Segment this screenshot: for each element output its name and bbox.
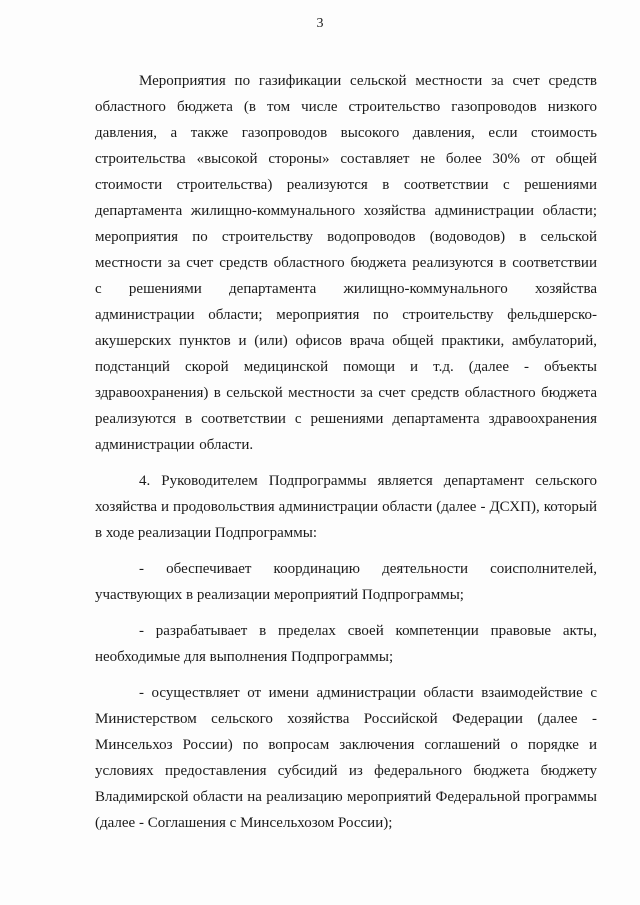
document-body — [95, 68, 597, 836]
page-number: 3 — [316, 16, 324, 31]
paragraph-gasification: Мероприятия по газификации сельской местности за счет средств областного бюджета (в том числе строительство газопроводов низкого давления, а также газопроводов высокого давления, если стоимость строительства «высокой стороны» составляет не более 30% от общей стоимости строительства) реализуются в соответствии с решениями департамента жилищно-коммунального хозяйства администрации области; мероприятия по строительству водопроводов (водоводов) в сельской местности за счет средств областного бюджета реализуются в соответствии с решениями департамента жилищно-коммунального хозяйства администрации области; мероприятия по строительству фельдшерско-акушерских пунктов и (или) офисов врача общей практики, амбулаторий, подстанций скорой медицинской помощи и т.д. (далее - объекты здравоохранения) в сельской местности за счет средств областного бюджета реализуются в соответствии с решениями департамента здравоохранения администрации области. — [95, 73, 597, 453]
paragraph-responsible-department: 4. Руководителем Подпрограммы является департамент сельского хозяйства и продовольствия администрации области (далее - ДСХП), который в ходе реализации Подпрограммы: — [95, 473, 597, 541]
list-item-coordination: - обеспечивает координацию деятельности соисполнителей, участвующих в реализации мероприятий Подпрограммы; — [95, 561, 597, 603]
list-item-legal-acts: - разрабатывает в пределах своей компетенции правовые акты, необходимые для выполнения Подпрограммы; — [95, 623, 597, 665]
list-item-ministry-interaction: - осуществляет от имени администрации области взаимодействие с Министерством сельского хозяйства Российской Федерации (далее - Минсельхоз России) по вопросам заключения соглашений о порядке и условиях предоставления субсидий из федерального бюджета бюджету Владимирской области на реализацию мероприятий Федеральной программы (далее - Соглашения с Минсельхозом России); — [95, 685, 597, 831]
